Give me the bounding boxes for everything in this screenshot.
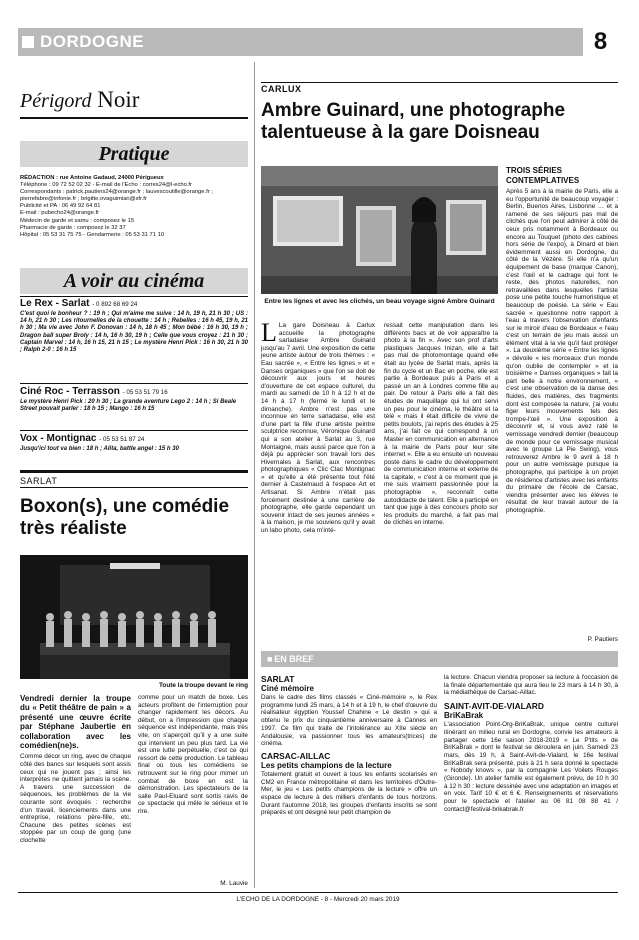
divider (20, 383, 248, 384)
boxons-caption: Toute la troupe devant le ring (158, 682, 248, 689)
cinema-showtimes: Jusqu'ici tout va bien : 18 h ; Alita, battle angel : 15 h 30 (20, 446, 179, 452)
region-title-rule (20, 117, 248, 119)
region-title (20, 86, 139, 115)
en-bref-square-icon: ■ (267, 654, 273, 664)
pratique-line: Publicité et PA : 06 49 92 64 81 (20, 203, 101, 210)
cinema-venue: Ciné Roc - Terrasson - 05 53 51 79 16 Le mystère Henri Pick : 20 h 30 ; La grande aventure Lego 2 : 14 h ; Si Beale Street pouvait parler : 18 h 15 ; Mango : 16 h 15 (20, 386, 248, 413)
cinema-showtimes: C'est quoi le bonheur ? : 19 h ; Qui m'aime me suive : 14 h, 19 h, 21 h 30 ; US : 14 h, 21 h 30 ; Les ritournelles de la chouette : 14 h ; Rebelles : 16 h 45, 19 h, 21 h 30 ; Ma vie avec John F. Donovan : 14 h, 18 h 45 ; Mon bébé : 16 h 30, 19 h ; Dragon ball super Broly : 14 h, 16 h 30, 19 h ; Celle que vous croyez : 21 h 30 ; Captain Marvel : 14 h, 16 h 15, 21 h 15 ; Le mystère Henri Pick : 16 h 30, 21 h 30 ; Ralph 2-0 : 16 h 15 (20, 311, 248, 354)
boxons-photo (20, 555, 248, 679)
guinard-photo (261, 166, 498, 294)
brief-kicker: CARSAC-AILLAC (261, 750, 331, 761)
page-number: 8 (583, 28, 618, 56)
cinema-showtimes: Le mystère Henri Pick : 20 h 30 ; La grande aventure Lego 2 : 14 h ; Si Beale Street pouvait parler : 18 h 15 ; Mango : 16 h 15 (20, 399, 237, 413)
boxons-text-1: Comme décor un ring, avec de chaque côté des bancs sur lesquels sont assis ceux qui ne jouent pas ; ainsi les interprètes ne quittent jamais la scène. A travers une succession de séquences, les problèmes de la vie courante sont évoqués : recherche d'un travail, licenciements dans une entreprise, relations père-fille, etc. Chacune des petites scènes est stoppée par un coup de gong (une clochette (20, 753, 131, 844)
brief-text: L'association Point-Org-BriKaBrak, unique centre culturel itinérant en milieu rural en Dordogne, convie les amateurs à partager cette 16e saison 2018-2019 « Le P'tits » de BriKaBrak » dont le festival se déroulera en juin. Samedi 23 mars, dès 19 h, à Saint-Avit-de-Vialard, le 16e festival BriKaBrak sera présenté, puis à 21 h sera donné le spectacle « Nobody knows », par la compagnie Les Voilets Rouges (Gironde). Un atelier famille est également prévu, de 10 h 30 à 12 h 30 : lecture dessinée avec une adaptation en images et en voix. Tarif 10 € et 6 €. Renseignements et réservations pour le spectacle et l'atelier au 06 81 08 88 41 / contact@festival-brikabrak.fr (444, 721, 618, 813)
region-title-main: Noir (97, 87, 140, 112)
guinard-headline: Ambre Guinard, une photographe talentueuse à la gare Doisneau (261, 100, 566, 143)
pratique-line: E-mail : pubecho24@orange.fr (20, 210, 100, 217)
pratique-line: pierrefabre@infonie.fr ; brigitte.ovaguimian@sfr.fr (20, 196, 147, 203)
column-divider (254, 62, 255, 888)
gallery-photo-illustration (261, 166, 498, 294)
pratique-info (20, 175, 248, 239)
guinard-col-2 (384, 322, 498, 527)
divider (20, 430, 248, 431)
pratique-line: Pharmacie de garde : composez le 32 37 (20, 224, 126, 231)
brief-text: Totalement gratuit et ouvert à tous les enfants scolarisés en CM2 en France métropolitaine et dans les territoires d'Outre-Mer, le jeu « Les petits champions de la lecture » offre un espace de lecture à des milliers d'enfants de tous horizons. Durant l'automne 2018, les groupes d'enfants inscrits se sont préparés et ont désigné leur petit champion de (261, 770, 437, 817)
brief-text: Dans le cadre des films classés « Ciné-mémoire », le Rex programme lundi 25 mars, à 14 h et à 19 h, le chef d'œuvre du réalisateur égyptien Youssef Chahine « Le destin » qui a obtenu le prix du cinquantième anniversaire à Cannes en 1997. Ce film qui traite de l'intolérance au XIIe siècle en Andalousie, va passionner tous les amateurs(trices) de cinéma. (261, 694, 437, 748)
boxons-col-2 (138, 694, 248, 816)
en-bref-bar (261, 651, 618, 667)
footer-rule (18, 892, 618, 893)
guinard-col-3 (506, 166, 618, 515)
stage-photo-illustration (20, 555, 248, 679)
cinema-venue: Le Rex - Sarlat - 0 892 68 69 24 C'est quoi le bonheur ? : 19 h ; Qui m'aime me suive : 14 h, 19 h, 21 h 30 ; US : 14 h, 21 h 30 ; Les ritournelles de la chouette : 14 h ; Rebelles : 16 h 45, 19 h, 21 h 30 ; Ma vie avec John F. Donovan : 14 h, 18 h 45 ; Mon bébé : 16 h 30, 19 h ; Dragon ball super Broly : 14 h, 16 h 30, 19 h ; Celle que vous croyez : 21 h 30 ; Captain Marvel : 14 h, 16 h 15, 21 h 15 ; Le mystère Henri Pick : 16 h 30, 21 h 30 ; Ralph 2-0 : 16 h 15 (20, 298, 248, 354)
boxons-intro: Vendredi dernier la troupe du « Petit théâtre de pain » a présenté une œuvre écrite par Stéphane Jaubertie en collaboration avec les comédien(ne)s. (20, 694, 131, 751)
divider (261, 82, 618, 83)
boxons-headline: Boxon(s), une comédie très réaliste (20, 496, 230, 539)
cinema-venue: Vox - Montignac - 05 53 51 87 24 Jusqu'ici tout va bien : 18 h ; Alita, battle angel : 15 h 30 (20, 433, 248, 453)
pratique-line: Médecin de garde et samu : composez le 15 (20, 217, 135, 224)
divider (20, 487, 248, 488)
en-bref-col-2 (444, 674, 618, 814)
guinard-col-1 (261, 318, 375, 535)
guinard-kicker: CARLUX (261, 84, 302, 94)
guinard-caption: Entre les lignes et avec les clichés, un beau voyage signé Ambre Guinard (264, 298, 495, 305)
cinema-title: A voir au cinéma (20, 268, 248, 294)
boxons-signature: M. Lauvie (220, 880, 248, 887)
guinard-signature: P. Pautiers (587, 636, 618, 643)
page-footer: L'ECHO DE LA DORDOGNE - 8 - Mercredi 20 mars 2019 (236, 896, 400, 903)
section-title: DORDOGNE (40, 32, 145, 51)
pratique-line: RÉDACTION : rue Antoine Gadaud, 24000 Périgueux (20, 175, 164, 181)
boxons-kicker: SARLAT (20, 476, 58, 486)
brief-kicker: SAINT-AVIT-DE-VIALARD (444, 701, 544, 712)
divider (20, 296, 248, 297)
guinard-text-3: Après 5 ans à la mairie de Paris, elle a eu l'opportunité de beaucoup voyager : Berlin, Buenos Aires, Lisbonne … et a ramené de ses séjours pas mal de clichés que l'on peut admirer à côté de ceux pris notamment à Bordeaux ou encore au Touquet (photo des cabines hors série de l'expo), à Dinard et bien évidemment aussi en Dordogne, du côté de la Vézère. Si elle n'a qu'un équipement de base (marque Canon), c'est l'œil et le cadrage qui font le reste, des photos naturelles, non retravaillées dans lesquelles l'artiste pose une petite touche humoristique et beaucoup de poésie. La série « Eau sacrée » questionne notre rapport à l'eau à travers l'observation d'enfants sur le miroir d'eau de Bordeaux « l'eau c'est un terrain de jeu mais aussi un élément vital à la vie qu'il faut protéger ». La deuxième série « Entre les lignes » dévoile « les morceaux d'un monde qu'on oublie de contempler » et la troisième « Danses organiques » fait la part belle à notre environnement, « c'est une observation de la danse des fluides, des matières, des fragments dont est composée la nature, j'ai voulu figer leurs mouvements tels des trompe-l'œil ». Une exposition à découvrir et, si vous avez raté le vernissage vendredi dernier (beaucoup de monde pour ce vernissage musical avec le groupe La Pie Swing), vous retrouverez Ambre le 9 avril à 18 h pour un autre vernissage puisque la photographe, qui participe à un projet de résidence d'artistes avec les enfants du primaire de l'école de Carsac, viendra présenter avec les élèves le résultat de leur travail autour de la photographie. (506, 188, 618, 514)
pratique-line: Téléphone : 09 72 52 02 32 - E-mail de l'Echo : corres24@l-echo.fr (20, 182, 192, 189)
region-title-pre: Périgord (20, 90, 92, 112)
brief-title: Les petits champions de la lecture (261, 760, 392, 770)
en-bref-label: EN BREF (274, 654, 314, 664)
brief-title: BriKaBrak (444, 711, 484, 721)
guinard-text-2: ressait cette manipulation dans les différents bacs et de voir apparaître la photo à la fin ». Avec son prof d'arts plastiques Jacques Inizan, elle a fait pas mal de photomontage quand elle était au lycée de Sarlat mais, après la fin du cycle et un Bac en poche, elle est partie à Bordeaux puis à Paris et a passé un an à Londres comme fille au pair. De retour à Paris elle a fait des études de maquillage qui lui ont servi un peu pour le cinéma, le théâtre et la télé « mais il était difficile de vivre de petits boulots, j'ai repris des études à 25 ans, j'ai fait ce qui correspond à un Master en communication en alternance à la mairie de Paris pour leur site internet ». Elle a eu ensuite un nouveau poste dans le cadre du développement de communication interne et externe de la capitale, « c'est à ce moment que je me suis vraiment passionnée pour la photographie », reconnaît cette autodidacte de talent. Elle a participé en tant que juge à des concours photo sur les produits du marché, a fait pas mal de clichés en interne. (384, 322, 498, 527)
divider (20, 470, 248, 473)
boxons-col-1 (20, 694, 131, 845)
brief-kicker: SARLAT (261, 674, 295, 684)
guinard-subhead: TROIS SÉRIES CONTEMPLATIVES (506, 166, 580, 185)
pratique-line: Hôpital : 05 53 31 75 75 - Gendarmerie : 05 53 31 71 10 (20, 231, 165, 238)
section-square-icon (22, 36, 34, 48)
guinard-text-1: L La gare Doisneau à Carlux accueille la photographe sarladaise Ambre Guinard jusqu'au 7 avril. Une exposition de cette jeune artiste autour de trois thèmes : « Eau sacrée », « Entre les lignes » et « Danses organiques » que l'on se doit de découvrir aux jours et heures d'ouverture de cet espace culturel, du mardi au samedi de 10 h à 12 h et de 14 h à 17 h (fermé le lundi et le dimanche). Ambre n'est pas une inconnue en terre sarladaise, elle est d'une part la fille d'une artiste peintre sculptrice reconnue, Véronique Guinard qui a son atelier à Sarlat au 3, rue Montaigne, mais aussi parce que l'on a déjà pu apprécier son travail lors des Hivernales à Sarlat, aux rencontres photographiques « Clic Clac Montignac » et qu'elle a été présente tout l'été dernier à Castelnaud à l'espace Art et Artisanat. Si Ambre n'était pas forcément destinée à une carrière de photographe, elle garde cependant un souvenir intact de ses jeunes années « à la maison, je me souviens qu'il y avait un labo photo, cela m'inté- (261, 318, 375, 535)
pratique-line: Correspondants : patrick.pautiers24@orange.fr ; lauvescoutille@orange.fr ; (20, 189, 213, 196)
brief-text: la lecture. Chacun viendra proposer sa lecture à l'occasion de la finale départementale qui aura lieu le 23 mars à 14 h 30, à la médiathèque de Carsac-Aillac. (444, 674, 618, 697)
boxons-text-2: comme pour un match de boxe. Les acteurs profitent de l'interruption pour changer rapidement les décors. Au début, on a l'impression que chaque séquence est indépendante, mais très vite, on s'aperçoit qu'il y a une suite qui intervient un peu plus tard. La vie est une lutte perpétuelle, c'est ce qui ressort de cette production. Le tableau final où tous les comédiens se retrouvent sur le ring pour mimer un combat de boxe en est la démonstration. Les spectateurs de la salle Paul-Eluard sont sortis ravis de ce spectacle qui mêle le sérieux et le rire. (138, 694, 248, 815)
en-bref-col-1 (261, 674, 437, 817)
brief-title: Ciné mémoire (261, 684, 314, 693)
pratique-title: Pratique (20, 141, 248, 167)
